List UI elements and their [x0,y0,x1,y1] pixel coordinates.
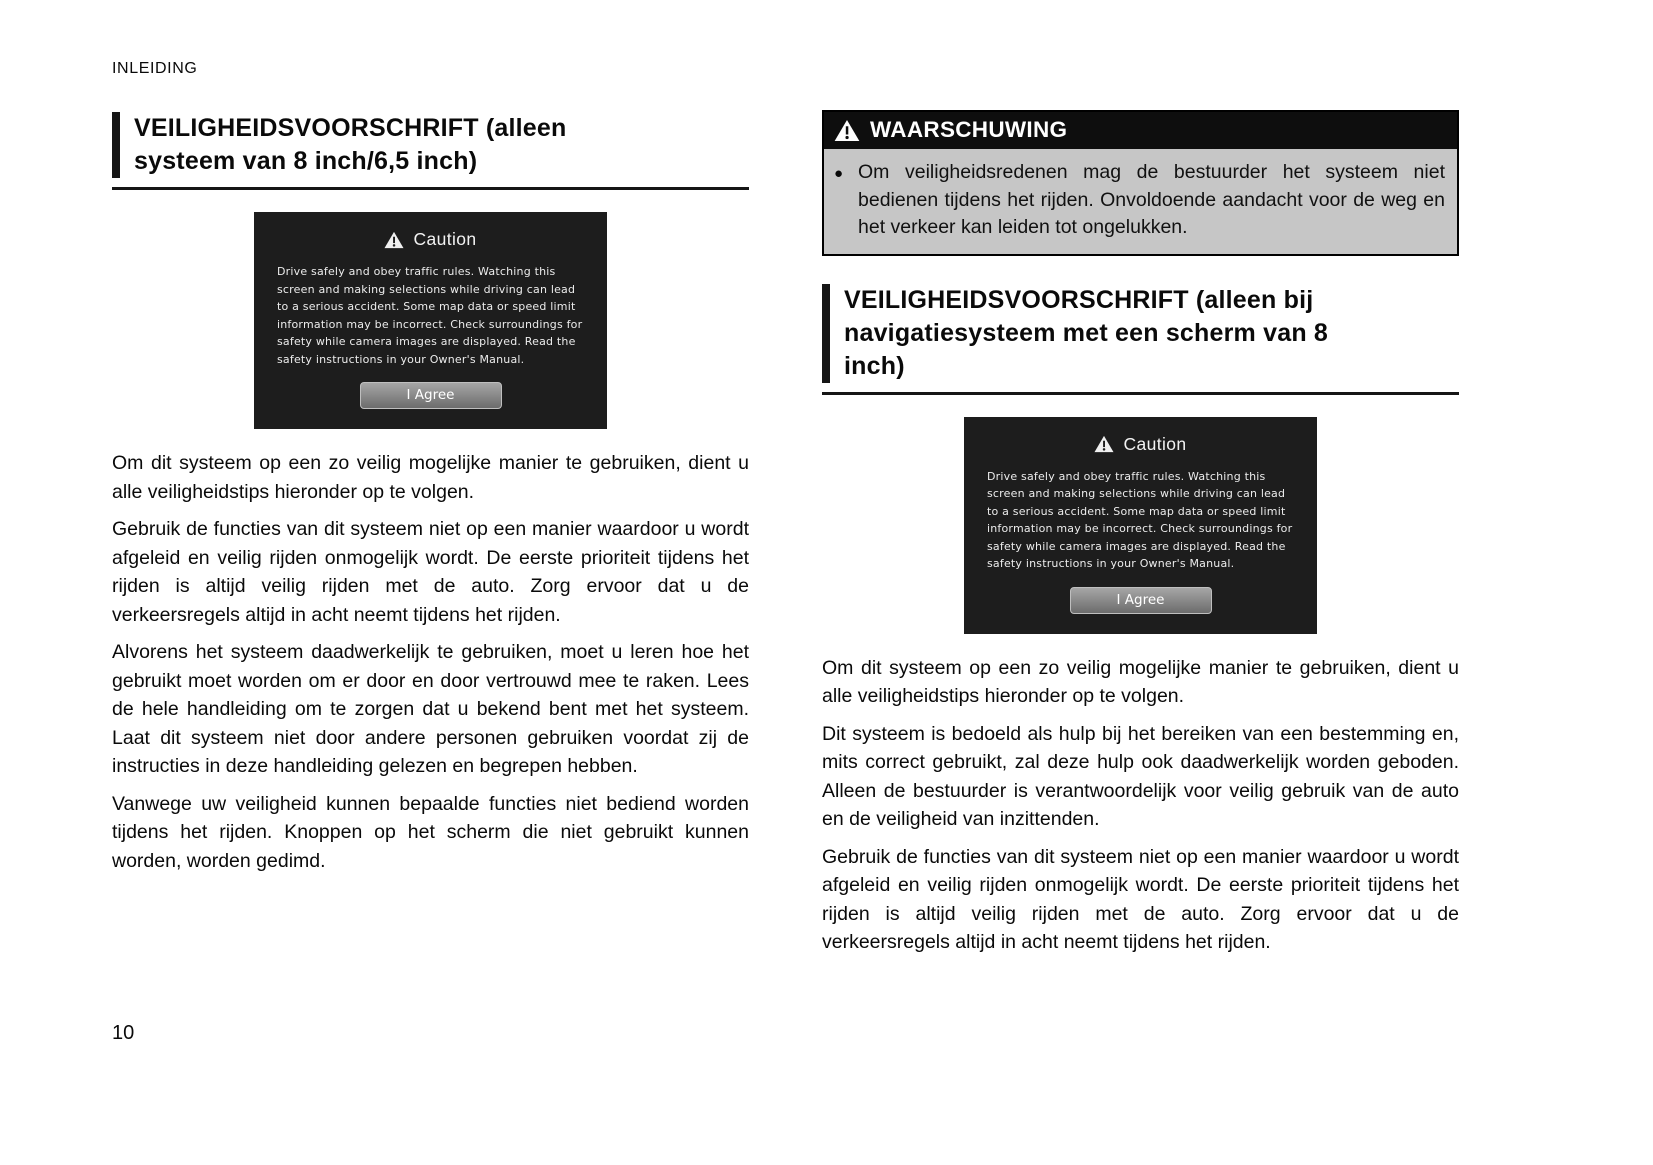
heading-line: VEILIGHEIDSVOORSCHRIFT (alleen [134,114,567,142]
caution-body-line: safety instructions in your Owner's Manual. [277,352,525,366]
heading-rule [112,187,749,190]
warning-box [822,110,1459,256]
body-paragraph: Om dit systeem op een zo veilig mogelijke manier te gebruiken, dient u alle veiligheidstips hieronder op te volgen. [112,452,749,503]
body-paragraph: Gebruik de functies van dit systeem niet op een manier waardoor u wordt afgeleid en veilig rijden onmogelijk wordt. De eerste prioriteit tijdens het rijden is altijd veilig rijden met de auto. Zorg ervoor dat u de verkeersregels altijd in acht neemt tijdens het rijden. [822,845,1459,953]
caution-title-text: Caution [1123,433,1187,454]
body-paragraph: Vanwege uw veiligheid kunnen bepaalde functies niet bediend worden tijdens het rijden. Knoppen op het scherm die niet gebruikt kunnen worden, worden gedimd. [112,792,749,872]
heading-rule [822,392,1459,395]
caution-body-line: to a serious accident. Some map data or speed limit [987,504,1286,518]
body-paragraph: Om dit systeem op een zo veilig mogelijke manier te gebruiken, dient u alle veiligheidstips hieronder op te volgen. [822,656,1459,707]
caution-title-text: Caution [413,229,477,249]
caution-dialog-title [254,229,607,250]
heading-line: inch) [844,351,905,380]
caution-body-line: screen and making selections while driving can lead [277,282,576,296]
right-heading-block [822,284,1459,395]
warning-icon [834,119,860,142]
heading-line: systeem van 8 inch/6,5 inch) [134,147,478,175]
caution-dialog-body [277,263,584,368]
caution-body-line: safety instructions in your Owner's Manual. [987,557,1235,570]
caution-dialog-screenshot [254,212,607,429]
caution-body-line: information may be incorrect. Check surroundings for [277,317,583,331]
left-column [112,112,749,884]
heading-line: navigatiesysteem met een scherm van 8 [844,318,1329,347]
section-heading [822,284,1459,383]
caution-body-line: safety while camera images are displayed. Read the [987,539,1286,553]
caution-body-line: Drive safely and obey traffic rules. Watching this [277,265,556,278]
warning-icon [1094,435,1114,453]
caution-body-line: information may be incorrect. Check surroundings for [987,522,1293,535]
caution-dialog-title [964,434,1317,455]
heading-line: VEILIGHEIDSVOORSCHRIFT (alleen bij [844,285,1314,314]
left-heading-block [112,112,749,190]
i-agree-button: I Agree [360,382,502,409]
caution-body-line: Drive safely and obey traffic rules. Watching this [987,469,1266,483]
chapter-header: INLEIDING [112,60,198,77]
right-column [822,110,1459,966]
warning-text: Om veiligheidsredenen mag de bestuurder het systeem niet bedienen tijdens het rijden. Onvoldoende aandacht voor de weg en het verkeer kan leiden tot ongelukken. [858,161,1445,238]
bullet-icon: ● [834,165,844,182]
body-paragraph: Gebruik de functies van dit systeem niet op een manier waardoor u wordt afgeleid en veilig rijden onmogelijk wordt. De eerste prioriteit tijdens het rijden is altijd veilig rijden met de auto. Zorg ervoor dat u de verkeersregels altijd in acht neemt tijdens het rijden. [112,518,749,626]
caution-body-line: screen and making selections while driving can lead [987,487,1286,500]
body-paragraph: Alvorens het systeem daadwerkelijk te gebruiken, moet u leren hoe het gebruikt moet worden om er door en door vertrouwd mee te raken. Lees de hele handleiding om te zorgen dat u bekend bent met het systeem. Laat dit systeem niet door andere personen gebruiken voordat zij de instructies in deze handleiding gelezen en begrepen hebben. [112,641,749,777]
warning-box-body [824,149,1457,254]
body-paragraph: Dit systeem is bedoeld als hulp bij het bereiken van een bestemming en, mits correct gebruikt, zal deze hulp ook daadwerkelijk worden geboden. Alleen de bestuurder is verantwoordelijk voor veilig gebruik van de auto en de veiligheid van inzittenden. [822,722,1459,830]
caution-dialog-body [987,468,1294,573]
caution-body-line: to a serious accident. Some map data or speed limit [277,300,576,313]
warning-box-header [824,112,1457,149]
section-heading [112,112,749,178]
page-number: 10 [112,1022,135,1044]
caution-body-line: safety while camera images are displayed. Read the [277,335,576,348]
caution-dialog-screenshot [964,417,1317,634]
i-agree-button: I Agree [1070,587,1212,614]
warning-title: WAARSCHUWING [870,117,1068,142]
warning-icon [384,231,404,249]
